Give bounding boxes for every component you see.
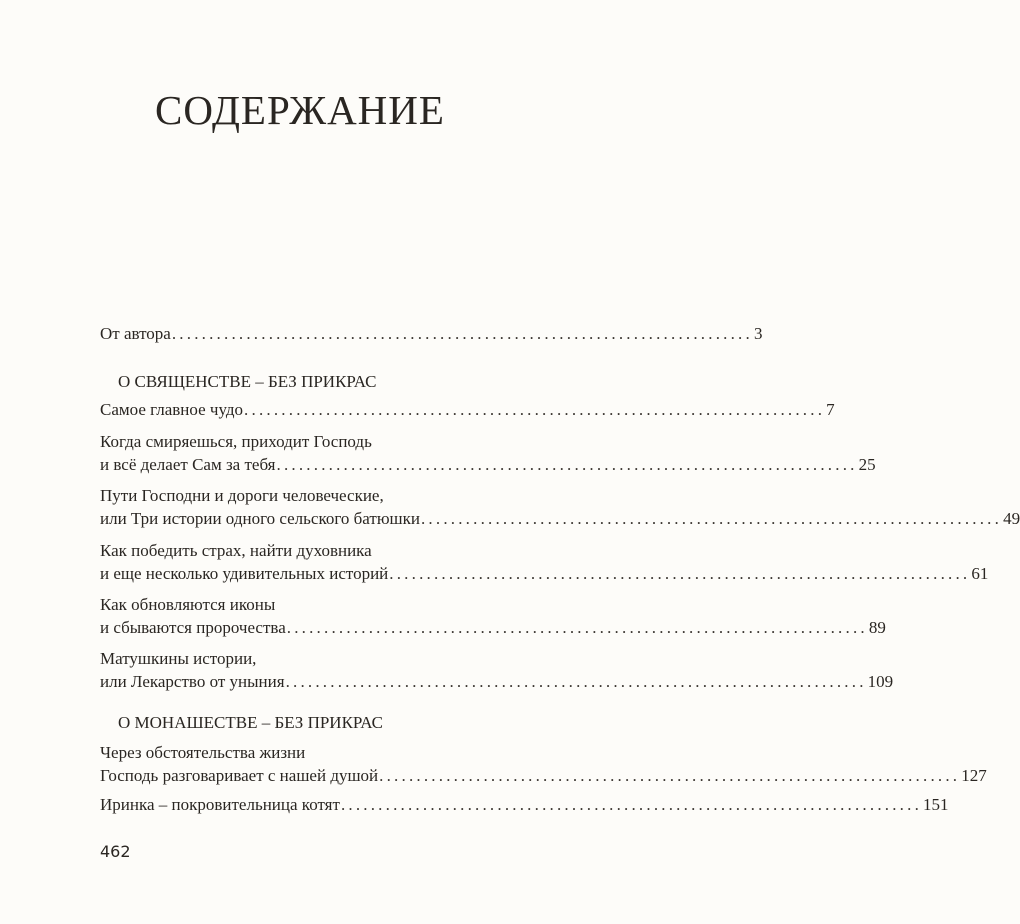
toc-entry-title-line1: Матушкины истории, <box>100 649 257 668</box>
toc-entry[interactable] <box>100 539 989 585</box>
toc-entry-title-line1: Пути Господни и дороги человеческие, <box>100 486 384 505</box>
toc-entry-title: От автора <box>100 324 171 343</box>
dot-leader: .............................................................................. <box>389 564 971 583</box>
toc-entry-title-line1: Как победить страх, найти духовника <box>100 541 372 560</box>
toc-entry[interactable] <box>100 398 835 421</box>
dot-leader: .............................................................................. <box>244 400 826 419</box>
toc-entry-page: 3 <box>753 324 763 343</box>
toc-entry[interactable] <box>100 484 1020 530</box>
dot-leader: .............................................................................. <box>420 509 1003 528</box>
toc-entry-title-line2: или Лекарство от уныния <box>100 672 285 691</box>
toc-entry-page: 49 <box>1003 509 1020 528</box>
toc-entry-title-line2: и всё делает Сам за тебя <box>100 455 276 474</box>
toc-entry-page: 151 <box>923 795 949 814</box>
toc-entry[interactable] <box>100 430 876 476</box>
toc-entry[interactable] <box>100 741 987 787</box>
toc-entry-title-line1: Как обновляются иконы <box>100 595 276 614</box>
toc-entry-title: Иринка – покровительница котят <box>100 795 340 814</box>
toc-entry-page: 127 <box>961 766 987 785</box>
toc-entry-title: Самое главное чудо <box>100 400 244 419</box>
toc-entry-title-line1: Через обстоятельства жизни <box>100 743 306 762</box>
toc-entry[interactable] <box>100 593 886 639</box>
toc-entry-title-line1: Когда смиряешься, приходит Господь <box>100 432 372 451</box>
toc-entry-page: 89 <box>868 618 886 637</box>
toc-entry-page: 109 <box>867 672 894 691</box>
dot-leader: .............................................................................. <box>276 455 858 474</box>
dot-leader: .............................................................................. <box>379 766 961 785</box>
dot-leader: .............................................................................. <box>171 324 753 343</box>
dot-leader: .............................................................................. <box>340 795 923 814</box>
section-heading: О МОНАШЕСТВЕ – БЕЗ ПРИКРАС <box>118 713 383 732</box>
section-heading: О СВЯЩЕНСТВЕ – БЕЗ ПРИКРАС <box>118 372 377 391</box>
toc-entry-page: 7 <box>826 400 835 419</box>
toc-entry-title-line2: и сбываются пророчества <box>100 618 286 637</box>
toc-entry-page: 25 <box>858 455 876 474</box>
page-title: СОДЕРЖАНИЕ <box>155 87 445 133</box>
dot-leader: .............................................................................. <box>285 672 867 691</box>
toc-entry[interactable] <box>100 647 894 693</box>
toc-entry-title-line2: Господь разговаривает с нашей душой <box>100 766 379 785</box>
page-number: 462 <box>100 842 131 861</box>
toc-entry-page: 61 <box>971 564 989 583</box>
toc-entry-intro[interactable] <box>100 322 763 345</box>
toc-entry-title-line2: и еще несколько удивительных историй <box>100 564 389 583</box>
dot-leader: .............................................................................. <box>286 618 868 637</box>
toc-entry[interactable] <box>100 793 949 816</box>
toc-entry-title-line2: или Три истории одного сельского батюшки <box>100 509 420 528</box>
